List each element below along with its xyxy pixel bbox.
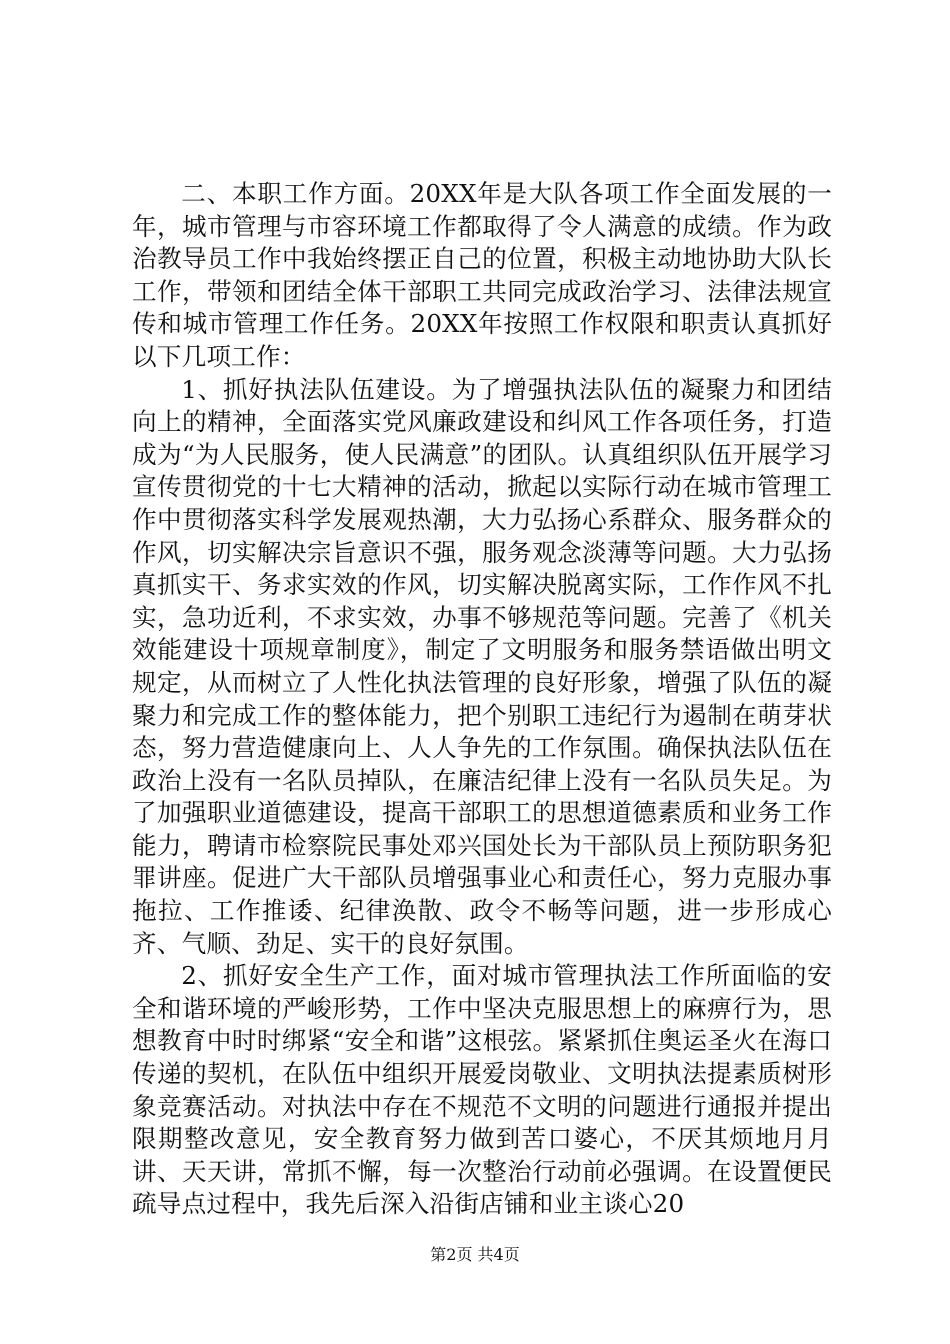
paragraph-safety-production: 2、抓好安全生产工作，面对城市管理执法工作所面临的安全和谐环境的严峻形势，工作中坚决克服思想上的麻痹行为，思想教育中时时绑紧“安全和谐”这根弦。紧紧抓住奥运圣火在海口传递的契机，在队伍中组织开展爱岗敬业、文明执法提素质树形象竞赛活动。对执法中存在不规范不文明的问题进行通报并提出限期整改意见，安全教育努力做到苦口婆心，不厌其烦地月月讲、天天讲，常抓不懈，每一次整治行动前必强调。在设置便民疏导点过程中，我先后深入沿街店铺和业主谈心20 <box>132 961 832 1219</box>
paragraph-duties-overview: 二、本职工作方面。20XX年是大队各项工作全面发展的一年，城市管理与市容环境工作都取得了令人满意的成绩。作为政治教导员工作中我始终摆正自己的位置，积极主动地协助大队长工作，带领和团结全体干部职工共同完成政治学习、法律法规宣传和城市管理工作任务。20XX年按照工作权限和职责认真抓好以下几项工作： <box>132 179 832 371</box>
document-body <box>132 178 832 1221</box>
page-number-footer: 第2页 共4页 <box>430 1245 520 1264</box>
paragraph-team-building: 1、抓好执法队伍建设。为了增强执法队伍的凝聚力和团结向上的精神，全面落实党风廉政建设和纠风工作各项任务，打造成为“为人民服务，使人民满意”的团队。认真组织队伍开展学习宣传贯彻党的十七大精神的活动，掀起以实际行动在城市管理工作中贯彻落实科学发展观热潮，大力弘扬心系群众、服务群众的作风，切实解决宗旨意识不强，服务观念淡薄等问题。大力弘扬真抓实干、务求实效的作风，切实解决脱离实际，工作作风不扎实，急功近利，不求实效，办事不够规范等问题。完善了《机关效能建设十项规章制度》，制定了文明服务和服务禁语做出明文规定，从而树立了人性化执法管理的良好形象，增强了队伍的凝聚力和完成工作的整体能力，把个别职工违纪行为遏制在萌芽状态，努力营造健康向上、人人争先的工作氛围。确保执法队伍在政治上没有一名队员掉队，在廉洁纪律上没有一名队员失足。为了加强职业道德建设，提高干部职工的思想道德素质和业务工作能力，聘请市检察院民事处邓兴国处长为干部队员上预防职务犯罪讲座。促进广大干部队员增强事业心和责任心，努力克服办事拖拉、工作推诿、纪律涣散、政令不畅等问题，进一步形成心齐、气顺、劲足、实干的良好氛围。 <box>132 374 832 958</box>
